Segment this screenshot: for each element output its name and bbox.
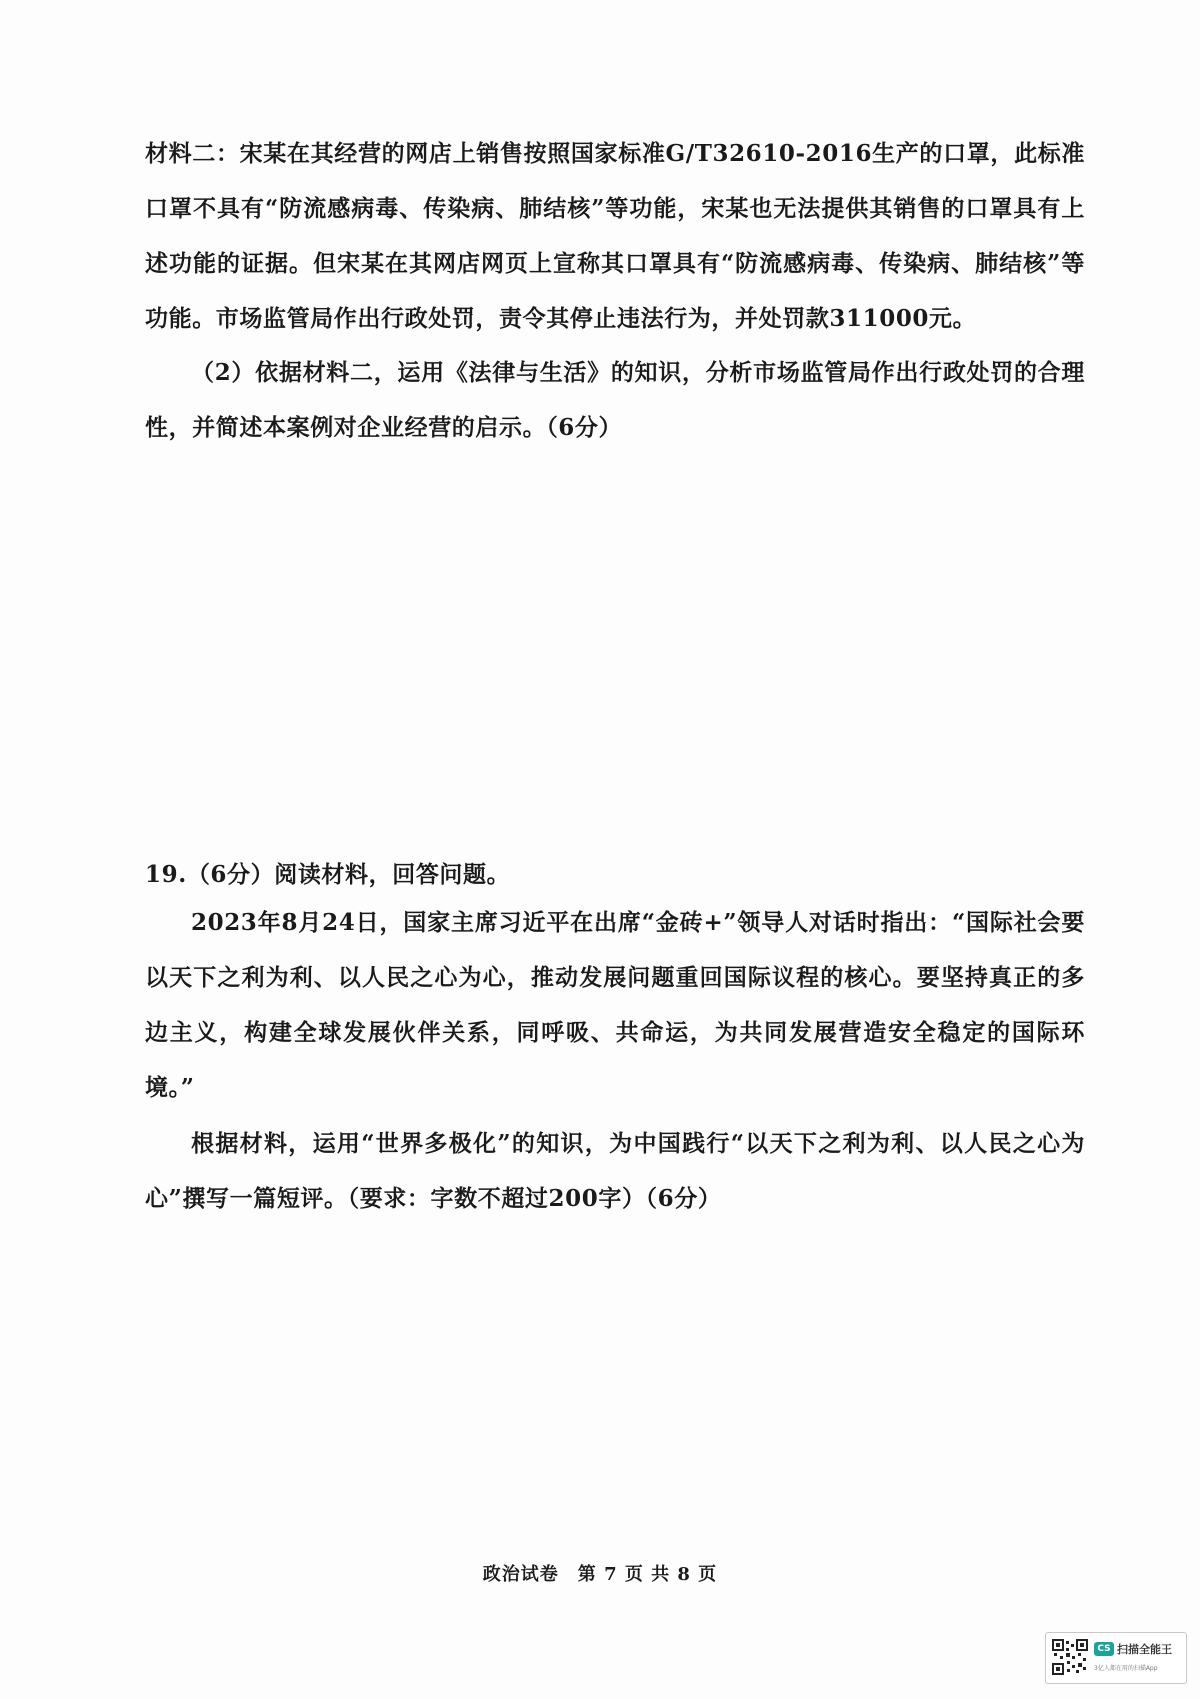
page-footer: 政治试卷 第 7 页 共 8 页 bbox=[482, 1564, 718, 1585]
camscanner-logo-icon: CS bbox=[1094, 1642, 1114, 1656]
question-19-material: 2023年8月24日，国家主席习近平在出席“金砖+”领导人对话时指出：“国际社会要以天下之利为利、以人民之心为心，推动发展问题重回国际议程的核心。要坚持真正的多边主义，构建全球发展伙伴关系，同呼吸、共命运，为共同发展营造安全稳定的国际环境。” bbox=[145, 909, 1085, 1101]
question-18-part-2: （2）依据材料二，运用《法律与生活》的知识，分析市场监管局作出行政处罚的合理性，并简述本案例对企业经营的启示。（6分） bbox=[145, 359, 1085, 441]
material-two-paragraph: 材料二：宋某在其经营的网店上销售按照国家标准G/T32610-2016生产的口罩，此标准口罩不具有“防流感病毒、传染病、肺结核”等功能，宋某也无法提供其销售的口罩具有上述功能的证据。但宋某在其网店网页上宣称其口罩具有“防流感病毒、传染病、肺结核”等功能。市场监管局作出行政处罚，责令其停止违法行为，并处罚款311000元。 bbox=[145, 140, 1085, 332]
watermark-tagline: 3亿人都在用的扫描App bbox=[1094, 1665, 1158, 1672]
question-19-prompt: 根据材料，运用“世界多极化”的知识，为中国践行“以天下之利为利、以人民之心为心”撰写一篇短评。（要求：字数不超过200字）（6分） bbox=[145, 1130, 1085, 1212]
question-19-heading: 19.（6分）阅读材料，回答问题。 bbox=[145, 861, 511, 888]
scanner-watermark bbox=[1045, 1632, 1187, 1684]
qr-code-icon bbox=[1052, 1639, 1088, 1675]
watermark-brand: 扫描全能王 bbox=[1117, 1643, 1172, 1656]
